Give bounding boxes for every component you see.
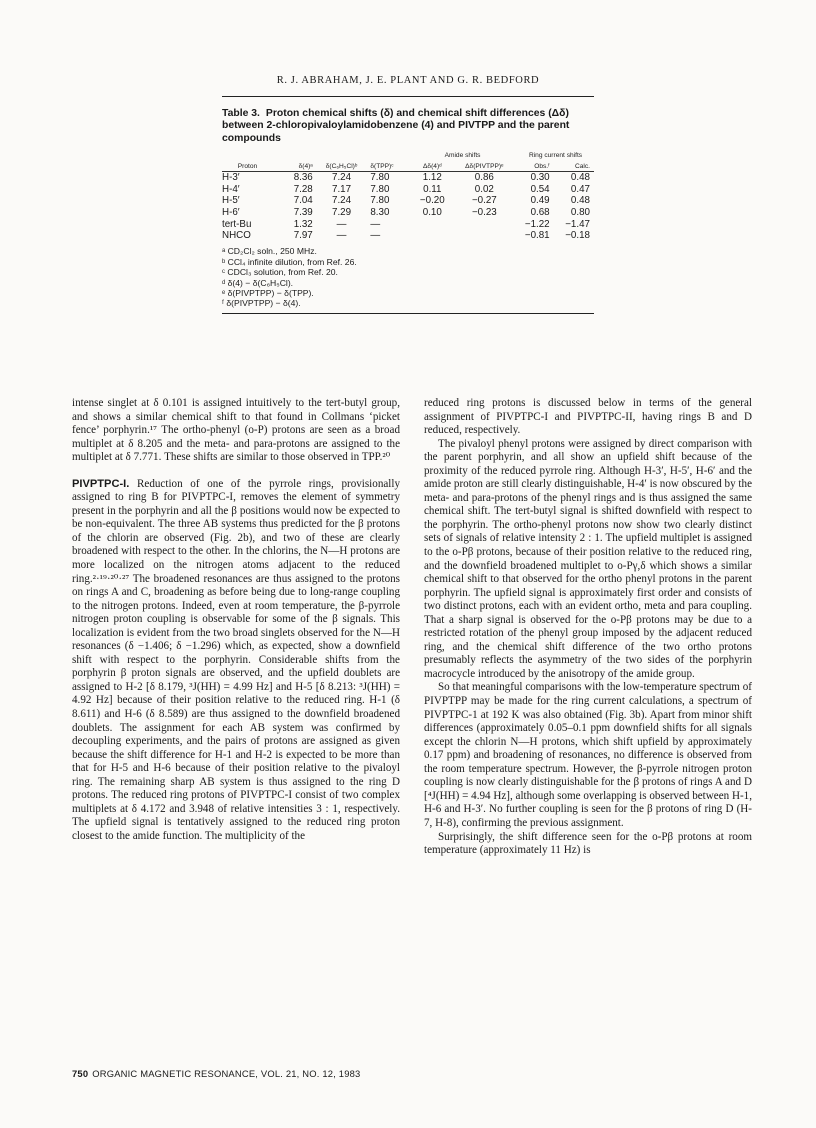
table-cell: 0.02 <box>474 183 494 195</box>
running-head: R. J. ABRAHAM, J. E. PLANT AND G. R. BEDFORD <box>276 75 540 86</box>
table-cell: 0.30 <box>530 172 550 184</box>
table-cell: — <box>336 230 347 242</box>
footnote: ᶠ δ(PIVPTPP) − δ(4). <box>222 298 301 309</box>
table-cell: 0.11 <box>423 183 442 195</box>
table-footnotes <box>222 246 594 308</box>
column-header: δ(4)ᵃ <box>273 161 313 172</box>
group-header-ring-current: Ring current shifts <box>528 151 583 159</box>
page-number: 750 <box>72 1068 89 1079</box>
table-cell: 1.12 <box>422 172 442 184</box>
table-cell: 0.80 <box>570 206 590 218</box>
table-cell: −1.47 <box>565 218 590 230</box>
table-cell: 7.04 <box>293 195 313 207</box>
table-cell: H-3′ <box>222 172 240 184</box>
table-3 <box>222 96 594 314</box>
table-cell: 0.47 <box>570 183 590 195</box>
table-cell: −0.81 <box>524 230 550 242</box>
journal-citation: ORGANIC MAGNETIC RESONANCE, VOL. 21, NO. 12, 1983 <box>92 1068 361 1079</box>
table-cell: 8.36 <box>293 172 313 184</box>
table-cell: 0.10 <box>422 206 442 218</box>
left-column <box>72 397 400 844</box>
column-header: Proton <box>222 161 273 172</box>
column-header: Calc. <box>550 161 594 172</box>
table-bottom-rule <box>222 313 594 314</box>
table-cell: −0.27 <box>471 195 497 207</box>
table-cell: H-6′ <box>222 206 240 218</box>
table-cell: 1.32 <box>293 218 313 230</box>
table-row <box>222 183 594 195</box>
table-cell: H-4′ <box>222 183 240 195</box>
table-cell: 0.68 <box>530 206 550 218</box>
page-footer <box>72 1068 360 1079</box>
table-cell: 0.86 <box>474 172 494 184</box>
table-cell <box>452 230 516 242</box>
section-heading: PIVPTPC-I. <box>72 477 130 490</box>
footnote: ᵇ CCl₄ infinite dilution, from Ref. 26. <box>222 256 357 267</box>
paragraph: So that meaningful comparisons with the low-temperature spectrum of PIVPTPP may be made for the ring current calculations, a spectrum of PIVPTPC-1 at 192 K was also obtained (Fig. 3b). Apart from minor shift differences (approximately 0.05–0.1 ppm downfield shifts for all signals except the chlorin N—H protons, which shift upfield by approximately 0.17 ppm) and broadening of resonances, no difference is observed from the room temperature spectrum. However, the β-pyrrole nitrogen proton coupling is now clearly distinguishable for the β protons of rings A and D [⁴J(HH) = 4.94 Hz], although some overlapping is observed between H-1, H-6 and H-3′. No further coupling is seen for the β protons of ring D (H-7, H-8), confirming the previous assignment. <box>424 681 752 829</box>
footnote: ᵈ δ(4) − δ(C₆H₅Cl). <box>222 277 294 288</box>
column-header-row <box>222 161 594 172</box>
paragraph: intense singlet at δ 0.101 is assigned intuitively to the tert-butyl group, and shows a similar chemical shift to that found in Collmans ‘picket fence’ porphyrin.¹⁷ The ortho-phenyl (o-P) protons are seen as a broad multiplet at δ 8.205 and the meta- and para-protons are assigned to the multiplet at δ 7.771. These shifts are similar to those observed in TPP.²⁰ <box>72 397 400 464</box>
table-row <box>222 218 594 230</box>
table-cell: 7.80 <box>370 172 390 184</box>
table-cell: −1.22 <box>524 218 550 230</box>
data-table <box>222 161 594 242</box>
table-cell: NHCO <box>222 230 251 242</box>
footnote: ᵉ δ(PIVPTPP) − δ(TPP). <box>222 288 314 299</box>
table-top-rule <box>222 96 594 97</box>
column-header: Obs.ᶠ <box>516 161 549 172</box>
paragraph <box>72 478 400 844</box>
table-row <box>222 230 594 242</box>
group-header-amide: Amide shifts <box>444 151 481 159</box>
group-header-row <box>222 152 594 161</box>
table-cell: 0.49 <box>530 195 550 207</box>
table-label: Table 3. <box>222 108 260 119</box>
footnote: ᵃ CD₂Cl₂ soln., 250 MHz. <box>222 246 317 257</box>
column-header: Δδ(4)ᵈ <box>412 161 452 172</box>
table-cell: −0.23 <box>471 206 497 218</box>
table-cell: −0.20 <box>419 195 445 207</box>
table-cell: 7.80 <box>370 195 390 207</box>
table-caption <box>222 108 594 145</box>
table-caption-text: Proton chemical shifts (δ) and chemical shift differences (Δδ) between 2-chloropivaloylamidobenzene (4) and PIVTPP and the parent compounds <box>222 108 570 144</box>
table-cell: 7.24 <box>332 172 352 184</box>
table-cell: tert-Bu <box>222 218 252 230</box>
table-cell: 7.29 <box>332 206 352 218</box>
table-cell: 0.48 <box>570 195 590 207</box>
right-column <box>424 397 752 858</box>
table-cell: 7.39 <box>293 206 313 218</box>
paragraph: reduced ring protons is discussed below in terms of the general assignment of PIVPTPC-I and PIVPTPC-II, having rings B and D reduced, respectively. <box>424 397 752 437</box>
column-header: δ(TPP)ᶜ <box>370 161 412 172</box>
table-cell: — <box>370 218 381 230</box>
paragraph: The pivaloyl phenyl protons were assigned by direct comparison with the parent porphyrin, and all show an upfield shift because of the proximity of the reduced pyrrole ring. Although H-3′, H-5′, H-6′ and the amide proton are still clearly distinguishable, H-4′ is now obscured by the meta- and para-protons of the phenyl rings and is thus assigned the same chemical shift. The tert-butyl signal is shifted downfield with respect to the porphyrin. The ortho-phenyl protons now show two clearly distinct sets of signals of relative intensity 2 : 1. The upfield multiplet is assigned to the o-Pβ protons, because of their position relative to the reduced ring, and the downfield broadened multiplet to o-Pγ,δ which shows a similar chemical shift to that observed for the ortho phenyl protons in the parent porphyrin. The upfield signal is approximately first order and consists of two distinct protons, each with an evident ortho, meta and para coupling. That a sharp signal is observed for the o-Pβ protons may be due to a restricted rotation of the phenyl group imposed by the adjacent reduced ring, and the chemical shift difference of the two ortho protons presumably reflects the asymmetry of the two sides of the porphyrin macrocycle introduced by the anisotropy of the amide group. <box>424 437 752 680</box>
table-row <box>222 195 594 207</box>
table-cell: 7.17 <box>332 183 352 195</box>
table-cell: 8.30 <box>370 206 390 218</box>
table-row <box>222 207 594 219</box>
table-cell: 7.80 <box>370 183 390 195</box>
table-cell: 7.24 <box>332 195 352 207</box>
table-cell: — <box>336 218 347 230</box>
table-cell: 7.97 <box>293 230 313 242</box>
paragraph-body: Reduction of one of the pyrrole rings, provisionally assigned to ring B for PIVPTPC-I, removes the element of symmetry present in the porphyrin and all the β positions would now be expected to be non-equivalent. The three AB systems thus predicted for the β protons of the chlorin are observed (Fig. 2b), and two of these are clearly broadened with respect to the other. In the chlorins, the N—H protons are more localized on the nitrogen atoms adjacent to the reduced ring.²·¹⁹·²⁰·²⁷ The broadened resonances are thus assigned to the protons on rings A and C, broadening as before being due to long-range coupling to the nitrogen protons. Indeed, even at room temperature, the β-pyrrole nitrogen proton coupling is observable for some of the β signals. This localization is evident from the two broad singlets observed for the N—H resonances (δ −1.406; δ −1.296) which, as expected, show a downfield shift with respect to the porphyrin. Considerable shifts from the porphyrin β proton signals are observed, and the upfield doublets are assigned to H-2 [δ 8.179, ³J(HH) = 4.99 Hz] and H-5 [δ 8.213: ³J(HH) = 4.92 Hz] because of their position relative to the reduced ring. H-1 (δ 8.611) and H-6 (δ 8.589) are thus assigned to the downfield broadened doublets. The assignment for each AB system was confirmed by decoupling experiments, and the pairs of protons are assigned as given because the shift difference for H-1 and H-2 is expected to be more than that for H-5 and H-6 because of their position relative to the pivaloyl ring. The remaining sharp AB system is thus assigned to the ring D protons. The reduced ring protons of PIVPTPC-I consist of two complex multiplets at δ 4.172 and 3.948 of relative intensities 3 : 1, respectively. The upfield signal is tentatively assigned to the reduced ring proton closest to the amide function. The multiplicity of the <box>72 477 400 842</box>
footnote: ᶜ CDCl₃ solution, from Ref. 20. <box>222 267 338 278</box>
table-cell: H-5′ <box>222 195 240 207</box>
table-cell: 7.28 <box>293 183 313 195</box>
table-cell <box>412 230 452 242</box>
paragraph: Surprisingly, the shift difference seen for the o-Pβ protons at room temperature (approximately 11 Hz) is <box>424 830 752 857</box>
table-cell: −0.18 <box>565 230 590 242</box>
column-header: Δδ(PIVTPP)ᵉ <box>452 161 516 172</box>
table-cell: 0.54 <box>530 183 550 195</box>
table-cell <box>452 218 516 230</box>
table-cell: 0.48 <box>570 172 590 184</box>
table-cell: — <box>370 230 381 242</box>
table-row <box>222 171 594 183</box>
table-cell <box>412 218 452 230</box>
column-header: δ(C₆H₅Cl)ᵇ <box>313 161 371 172</box>
